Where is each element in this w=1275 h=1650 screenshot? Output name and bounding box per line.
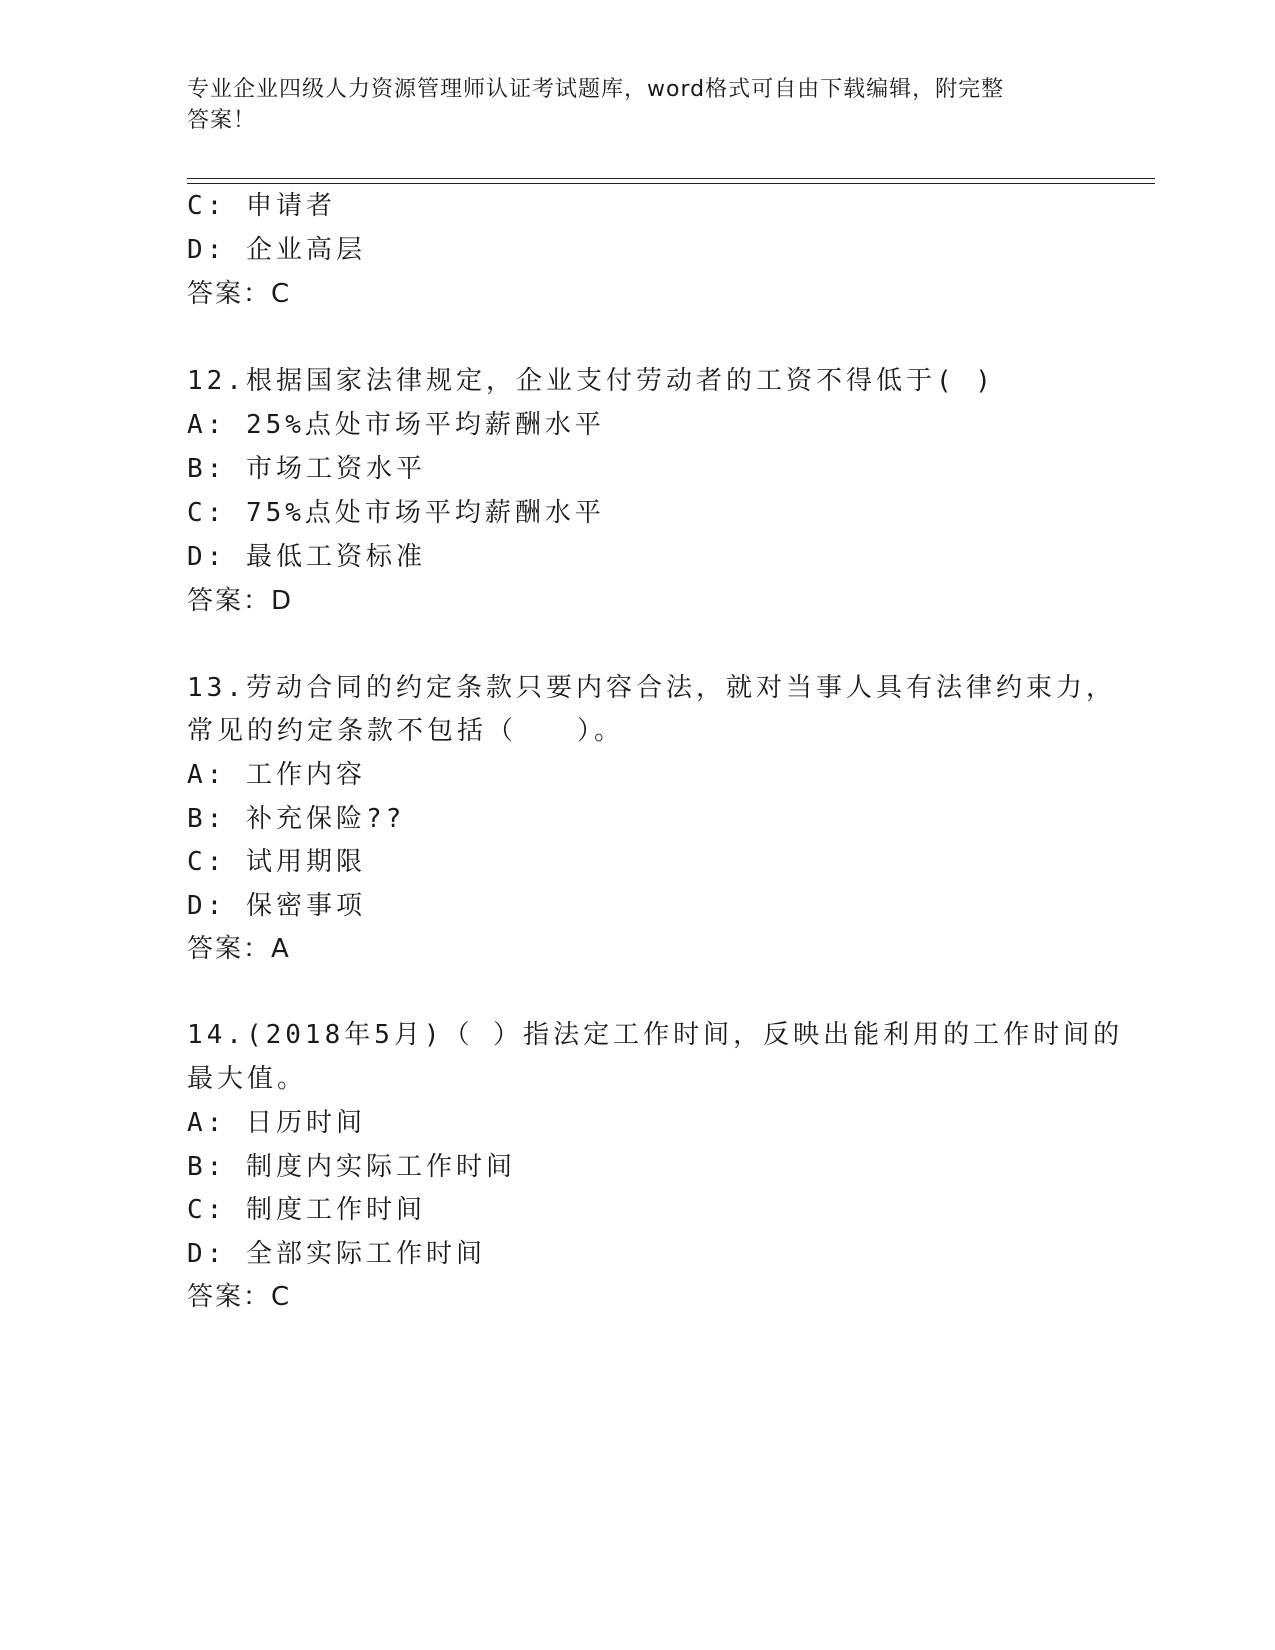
option-b: B: 制度内实际工作时间: [187, 1152, 516, 1182]
answer: 答案：C: [187, 1282, 292, 1312]
option-a: A: 日历时间: [187, 1108, 366, 1138]
answer: 答案：D: [187, 586, 294, 616]
answer: 答案：C: [187, 279, 292, 309]
question-stem-line-2: 最大值。: [187, 1064, 308, 1094]
header-line-2: 答案！: [187, 108, 257, 133]
header-divider-top: [187, 178, 1155, 179]
header-divider-bottom: [187, 183, 1155, 184]
option-d: D: 全部实际工作时间: [187, 1239, 486, 1269]
option-c: C: 试用期限: [187, 847, 366, 877]
option-b: B: 市场工资水平: [187, 454, 426, 484]
option-c: C: 申请者: [187, 191, 336, 221]
option-a: A: 25%点处市场平均薪酬水平: [187, 410, 605, 440]
option-b: B: 补充保险??: [187, 804, 406, 834]
question-stem-line-2: 常见的约定条款不包括（ ）。: [187, 716, 625, 746]
document-header: [187, 74, 1067, 136]
question-stem-line-1: 13.劳动合同的约定条款只要内容合法，就对当事人具有法律约束力，: [187, 673, 1116, 703]
question-stem-line-1: 14.(2018年5月)（ ）指法定工作时间，反映出能利用的工作时间的: [187, 1020, 1124, 1050]
option-c: C: 制度工作时间: [187, 1195, 426, 1225]
option-d: D: 最低工资标准: [187, 542, 426, 572]
header-line-1: 专业企业四级人力资源管理师认证考试题库，word格式可自由下载编辑，附完整: [187, 77, 1005, 102]
question-stem: 12.根据国家法律规定，企业支付劳动者的工资不得低于( ): [187, 366, 995, 396]
option-d: D: 保密事项: [187, 891, 366, 921]
answer: 答案：A: [187, 934, 291, 964]
option-d: D: 企业高层: [187, 235, 366, 265]
option-c: C: 75%点处市场平均薪酬水平: [187, 498, 605, 528]
option-a: A: 工作内容: [187, 760, 366, 790]
